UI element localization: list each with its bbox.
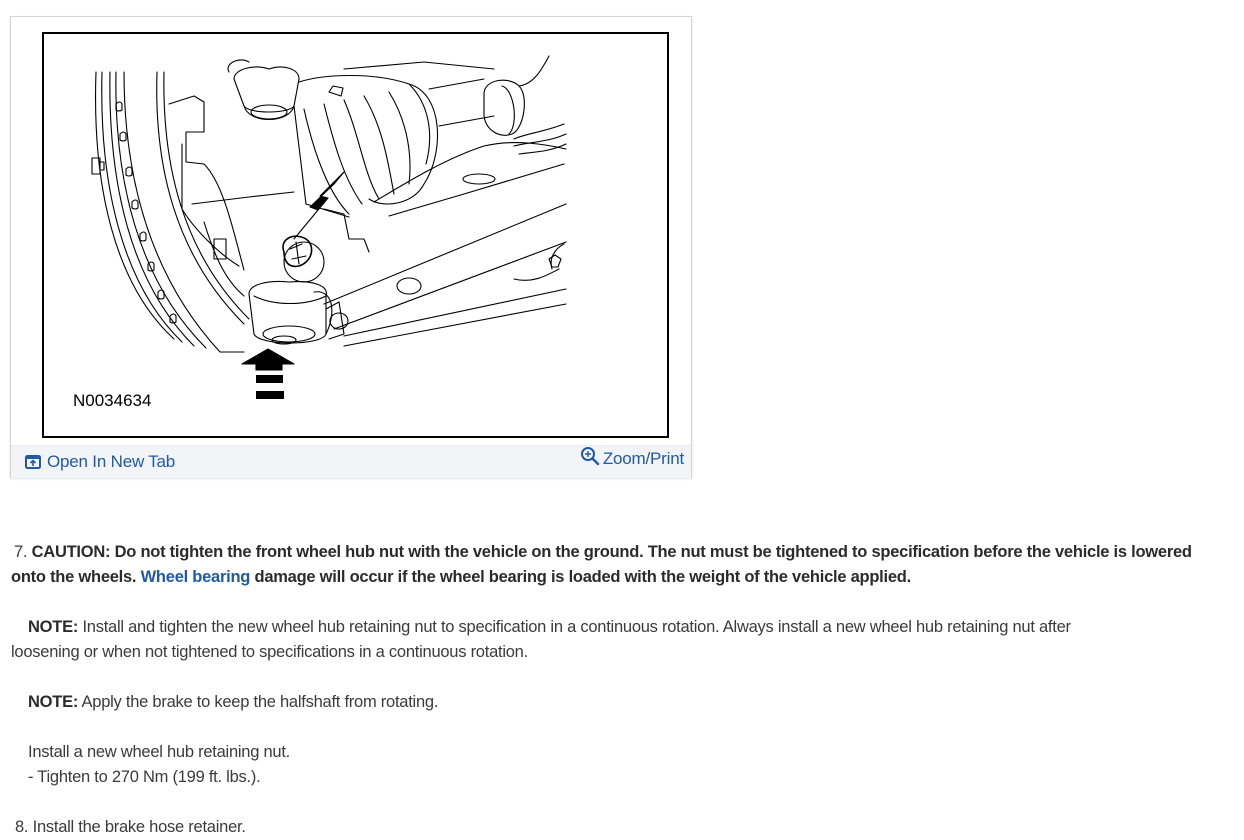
open-new-tab-icon bbox=[25, 455, 41, 469]
step-8 bbox=[15, 815, 246, 840]
pointer-arrow-up bbox=[242, 349, 294, 370]
zoom-in-icon bbox=[580, 446, 600, 466]
inboard-bushing bbox=[484, 80, 524, 135]
suspension-diagram bbox=[44, 34, 667, 436]
caution-text: onto the wheels. bbox=[11, 568, 137, 586]
note-2 bbox=[28, 690, 438, 715]
figure-card bbox=[10, 16, 692, 478]
zoom-print-label: Zoom/Print bbox=[602, 449, 684, 468]
lower-arm-top bbox=[324, 204, 566, 304]
note-text: Apply the brake to keep the halfshaft from rotating. bbox=[81, 693, 439, 711]
instruction: Install a new wheel hub retaining nut. bbox=[28, 743, 291, 761]
step-number: 8. bbox=[15, 818, 29, 836]
figure-illustration bbox=[42, 32, 669, 438]
note-1-line-2 bbox=[11, 640, 528, 665]
note-text: loosening or when not tightened to specifications in a continuous rotation. bbox=[11, 643, 528, 661]
wheel-stud bbox=[92, 158, 104, 174]
step-7-caution-line-2 bbox=[11, 565, 911, 590]
caution-label: CAUTION: bbox=[31, 543, 111, 561]
step-7-caution-line-1 bbox=[14, 540, 1192, 565]
caution-text: damage will occur if the wheel bearing is loaded with the weight of the vehicle applied. bbox=[254, 568, 911, 586]
step-text: Install the brake hose retainer. bbox=[32, 818, 246, 836]
arrow-dash bbox=[256, 375, 283, 383]
figure-id-label: N0034634 bbox=[73, 391, 152, 410]
pointer-arrow-diagonal bbox=[294, 172, 344, 239]
cv-boot bbox=[294, 76, 438, 218]
note-label: NOTE: bbox=[28, 693, 79, 711]
note-1-line-1 bbox=[28, 615, 1071, 640]
caution-text: Do not tighten the front wheel hub nut with the vehicle on the ground. The nut must be tightened to specification before the vehicle is lowered bbox=[114, 543, 1192, 561]
hub-nut bbox=[283, 236, 324, 282]
torque-spec: - Tighten to 270 Nm (199 ft. lbs.). bbox=[28, 768, 261, 786]
zoom-print-link[interactable] bbox=[580, 449, 684, 469]
open-in-new-tab-label: Open In New Tab bbox=[47, 452, 176, 471]
note-text: Install and tighten the new wheel hub retaining nut to specification in a continuous rotation. Always install a new wheel hub retaining nut after bbox=[82, 618, 1071, 636]
figure-footer bbox=[11, 445, 691, 478]
note-label: NOTE: bbox=[28, 618, 79, 636]
wheel-bearing-link[interactable]: Wheel bearing bbox=[140, 568, 251, 586]
open-in-new-tab-link[interactable] bbox=[25, 452, 175, 472]
arrow-dash bbox=[256, 391, 284, 399]
step-number: 7. bbox=[14, 543, 28, 561]
